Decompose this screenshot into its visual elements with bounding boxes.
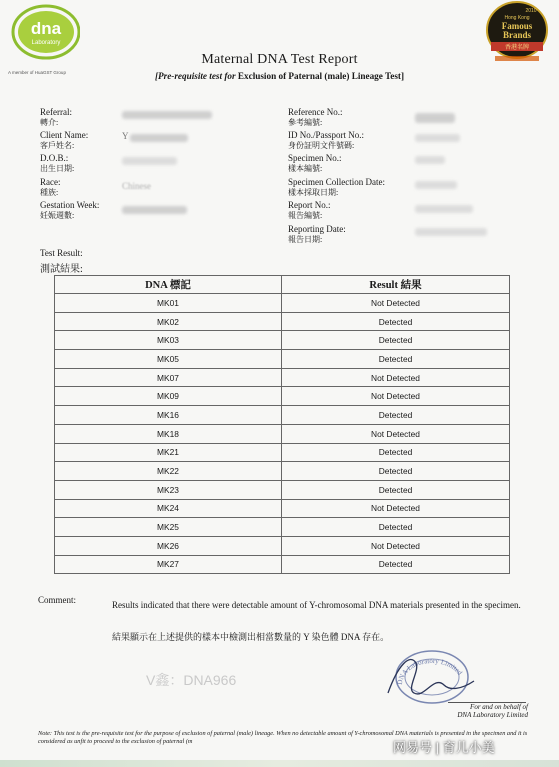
label-reference-no-zh: 參考編號:: [288, 118, 323, 127]
label-referral: Referral:: [40, 107, 72, 117]
result-cell: Detected: [282, 555, 510, 574]
marker-cell: MK02: [55, 312, 282, 331]
badge-year: 2010: [525, 8, 537, 14]
table-header-row: [55, 276, 510, 294]
label-client-name-zh: 客戶姓名:: [40, 141, 75, 150]
table-row: [55, 424, 510, 443]
referral-value-redacted: [122, 111, 212, 119]
id-no-redacted: [415, 134, 460, 142]
watermark-text: V鑫：DNA966: [146, 672, 237, 688]
signature-line2: DNA Laboratory Limited: [457, 711, 528, 719]
bottom-edge: [0, 760, 559, 767]
label-id-no-zh: 身份証明文件號碼:: [288, 141, 355, 150]
marker-cell: MK24: [55, 499, 282, 518]
marker-cell: MK27: [55, 555, 282, 574]
marker-cell: MK03: [55, 331, 282, 350]
label-reference-no: Reference No.:: [288, 107, 343, 117]
table-row: [55, 312, 510, 331]
reference-no-redacted: [415, 113, 455, 123]
comment-text-zh: 結果顯示在上述提供的樣本中檢測出相當數量的 Y 染色體 DNA 存在。: [112, 632, 390, 642]
marker-cell: MK22: [55, 462, 282, 481]
stamp-text: DNA Laboratory Limited: [395, 656, 464, 686]
label-specimen-no: Specimen No.:: [288, 153, 342, 163]
race-value: Chinese: [122, 181, 151, 191]
table-row: [55, 368, 510, 387]
badge-line2: Brands: [502, 30, 532, 40]
label-client-name: Client Name:: [40, 130, 89, 140]
label-race: Race:: [40, 177, 61, 187]
marker-cell: MK05: [55, 350, 282, 369]
table-row: [55, 443, 510, 462]
report-subtitle: [0, 71, 559, 81]
table-row: [55, 331, 510, 350]
company-stamp: [384, 645, 476, 705]
specimen-no-redacted: [415, 156, 445, 164]
marker-cell: MK09: [55, 387, 282, 406]
table-row: [55, 294, 510, 313]
table-row: [55, 480, 510, 499]
table-row: [55, 350, 510, 369]
result-cell: Detected: [282, 406, 510, 425]
column-header-marker: DNA 標記: [55, 276, 282, 294]
signature-line1: For and on behalf of: [470, 703, 528, 711]
table-row: [55, 555, 510, 574]
subtitle-rest: Exclusion of Paternal (male) Lineage Test]: [235, 71, 405, 81]
label-referral-zh: 轉介:: [40, 118, 59, 127]
result-cell: Not Detected: [282, 499, 510, 518]
label-report-no: Report No.:: [288, 200, 331, 210]
logo-text: dna: [30, 19, 62, 38]
result-cell: Detected: [282, 443, 510, 462]
test-result-label-zh: 測試結果:: [40, 264, 83, 275]
result-cell: Not Detected: [282, 424, 510, 443]
result-cell: Detected: [282, 518, 510, 537]
result-cell: Detected: [282, 350, 510, 369]
group-line: A member of HuaGST Group: [8, 70, 66, 75]
dob-value-redacted: [122, 157, 177, 165]
platform-watermark: 网易号 | 育儿小美: [393, 740, 495, 755]
label-gestation-zh: 妊娠週數:: [40, 211, 75, 220]
column-header-result: Result 結果: [282, 276, 510, 294]
label-id-no: ID No./Passport No.:: [288, 130, 364, 140]
client-name-value: Y: [122, 131, 129, 141]
label-collection-date: Specimen Collection Date:: [288, 177, 385, 187]
table-row: [55, 499, 510, 518]
marker-cell: MK26: [55, 536, 282, 555]
label-reporting-date: Reporting Date:: [288, 224, 346, 234]
signature-caption: [448, 703, 528, 719]
gestation-value-redacted: [122, 206, 187, 214]
label-gestation: Gestation Week:: [40, 200, 100, 210]
dna-marker-table: [54, 275, 510, 574]
report-title: Maternal DNA Test Report: [201, 52, 358, 67]
result-cell: Not Detected: [282, 368, 510, 387]
table-row: [55, 462, 510, 481]
label-dob: D.O.B.:: [40, 153, 69, 163]
marker-cell: MK18: [55, 424, 282, 443]
marker-cell: MK25: [55, 518, 282, 537]
result-cell: Not Detected: [282, 294, 510, 313]
result-cell: Detected: [282, 480, 510, 499]
badge-line1: Famous: [501, 21, 533, 31]
table-row: [55, 518, 510, 537]
label-report-no-zh: 報告編號:: [288, 211, 323, 220]
client-name-redacted: [130, 134, 188, 142]
result-cell: Not Detected: [282, 387, 510, 406]
comment-label: Comment:: [38, 595, 76, 605]
marker-cell: MK23: [55, 480, 282, 499]
result-cell: Detected: [282, 312, 510, 331]
comment-text: Results indicated that there were detectable amount of Y-chromosomal DNA materials presented in the specimen.: [112, 600, 521, 610]
marker-cell: MK21: [55, 443, 282, 462]
table-row: [55, 536, 510, 555]
report-no-redacted: [415, 205, 473, 213]
result-cell: Detected: [282, 462, 510, 481]
table-row: [55, 406, 510, 425]
footnote: Note: This test is the pre-requisite test for the purpose of exclusion of paternal (male) lineage. When no detectable amount of Y-chromosomal DNA materials is presented in the specimen and it is considered as unfit to proceed to the exclusion of paternal (m: [38, 730, 528, 745]
result-cell: Not Detected: [282, 536, 510, 555]
subtitle-prefix: [Pre-requisite test for: [154, 71, 236, 81]
badge-region: Hong Kong: [504, 15, 530, 21]
marker-cell: MK07: [55, 368, 282, 387]
label-race-zh: 種族:: [40, 188, 59, 197]
badge-zh: 香港名牌: [504, 44, 530, 51]
label-specimen-no-zh: 樣本編號:: [288, 164, 323, 173]
reporting-date-redacted: [415, 228, 487, 236]
test-result-label: Test Result:: [40, 248, 83, 258]
label-reporting-date-zh: 報告日期:: [288, 235, 323, 244]
logo-sub: Laboratory: [31, 40, 61, 46]
marker-cell: MK01: [55, 294, 282, 313]
result-cell: Detected: [282, 331, 510, 350]
label-collection-date-zh: 樣本採取日期:: [288, 188, 339, 197]
label-dob-zh: 出生日期:: [40, 164, 75, 173]
collection-date-redacted: [415, 181, 457, 189]
marker-cell: MK16: [55, 406, 282, 425]
table-row: [55, 387, 510, 406]
